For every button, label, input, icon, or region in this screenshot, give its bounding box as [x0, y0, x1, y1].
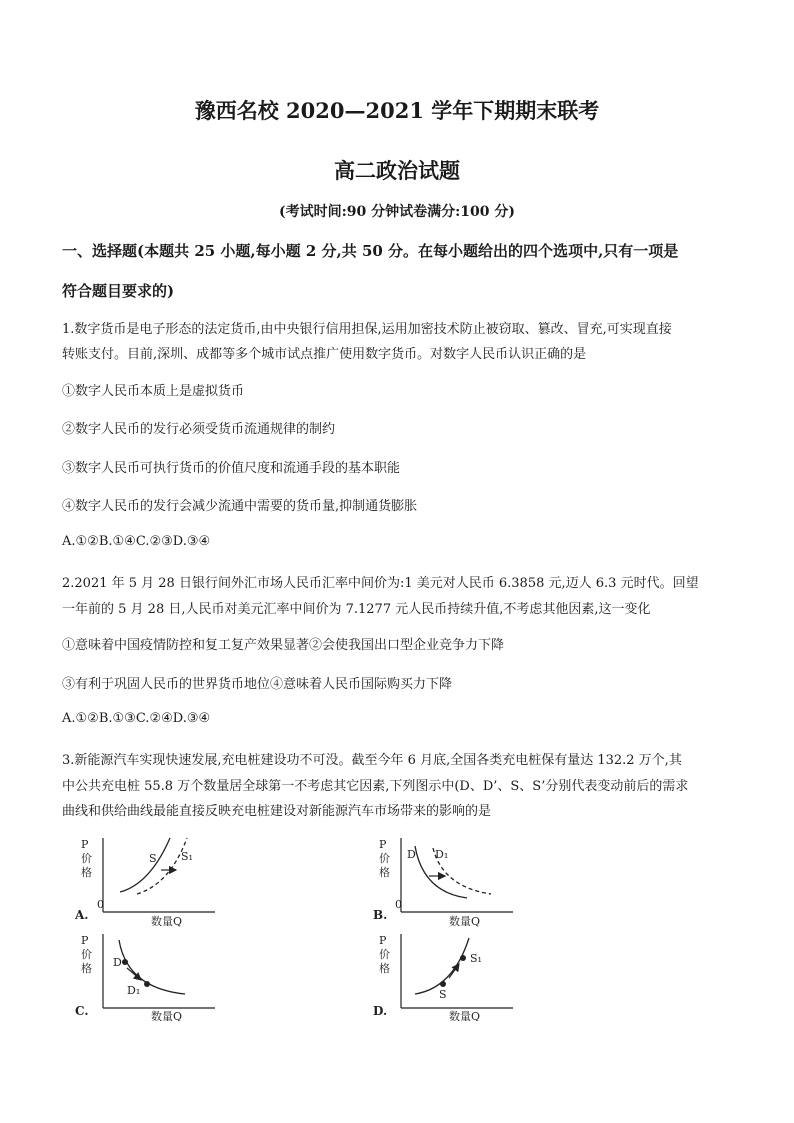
q2-statements-1-2: ①意味着中国疫情防控和复工复产效果显著②会使我国出口型企业竞争力下降: [62, 638, 505, 653]
graph-c-curve2-label: D₁: [127, 984, 141, 997]
graph-c-option: C.: [75, 1004, 89, 1018]
graph-b-curve2-label: D₁: [435, 848, 449, 861]
graph-c-y-label-2: 格: [81, 962, 92, 975]
graph-a-origin: 0: [97, 898, 104, 911]
q1-statement-1: ①数字人民币本质上是虚拟货币: [62, 384, 245, 399]
graph-d-curve1-label: S: [439, 988, 447, 1001]
graph-b-y-label-1: 价: [379, 852, 390, 865]
graph-option-b: [373, 832, 673, 927]
graph-d-curve2-label: S₁: [470, 952, 482, 965]
section-heading-line2: 符合题目要求的): [62, 282, 175, 300]
q1-statement-3: ③数字人民币可执行货币的价值尺度和流通手段的基本职能: [62, 461, 401, 476]
graph-c-y-label-1: 价: [81, 948, 92, 961]
graph-b-y-label-p: P: [379, 838, 387, 851]
graph-a-option: A.: [75, 908, 89, 922]
graph-option-d: [373, 926, 673, 1021]
graph-d-y-label-p: P: [379, 934, 387, 947]
q3-stem-line3: 曲线和供给曲线最能直接反映充电桩建设对新能源汽车市场带来的影响的是: [62, 804, 492, 819]
q1-stem-line1: 1.数字货币是电子形态的法定货币,由中央银行信用担保,运用加密技术防止被窃取、篡改、冒充,可实现直接: [62, 322, 672, 337]
graph-d-y-label-2: 格: [379, 962, 390, 975]
graph-d-option: D.: [373, 1004, 388, 1018]
graph-a-y-label-1: 价: [81, 852, 92, 865]
graph-a-y-label-2: 格: [81, 866, 92, 879]
q1-options: A.①②B.①④C.②③D.③④: [62, 534, 211, 549]
graph-a-curve2-label: S₁: [181, 850, 193, 863]
q2-statements-3-4: ③有利于巩固人民币的世界货币地位④意味着人民币国际购买力下降: [62, 677, 453, 692]
graph-d-x-label: 数量Q: [449, 1010, 481, 1021]
q3-stem-line2: 中公共充电桩 55.8 万个数量居全球第一不考虑其它因素,下列图示中(D、D’、S、S’分别代表变动前后的需求: [62, 779, 689, 794]
graph-option-a: [75, 832, 375, 927]
graph-b-y-label-2: 格: [379, 866, 390, 879]
graph-a-x-label: 数量Q: [151, 915, 183, 927]
graph-b-curve1-label: D: [407, 848, 416, 861]
graph-b-option: B.: [373, 908, 388, 922]
graph-a-curve1-label: S: [149, 852, 157, 865]
q3-stem-line1: 3.新能源汽车实现快速发展,充电桩建设功不可没。截至今年 6 月底,全国各类充电桩保有量达 132.2 万个,其: [62, 753, 682, 768]
q2-options: A.①②B.①③C.②④D.③④: [62, 711, 211, 726]
exam-title: 豫西名校 2020—2021 学年下期期末联考: [194, 98, 600, 123]
q1-stem-line2: 转账支付。目前,深圳、成都等多个城市试点推广使用数字货币。对数字人民币认识正确的是: [62, 347, 587, 362]
graph-a-y-label-p: P: [81, 838, 89, 851]
graph-c-x-label: 数量Q: [151, 1010, 183, 1021]
q1-statement-4: ④数字人民币的发行会减少流通中需要的货币量,抑制通货膨胀: [62, 499, 418, 514]
q1-statement-2: ②数字人民币的发行必须受货币流通规律的制约: [62, 422, 336, 437]
graph-c-curve1-label: D: [113, 956, 122, 969]
graph-option-c: [75, 926, 375, 1021]
graph-b-x-label: 数量Q: [449, 915, 481, 927]
graph-c-y-label-p: P: [81, 934, 89, 947]
q2-stem-line1: 2.2021 年 5 月 28 日银行间外汇市场人民币汇率中间价为:1 美元对人民币 6.3858 元,迈人 6.3 元时代。回望: [62, 576, 699, 591]
q2-stem-line2: 一年前的 5 月 28 日,人民币对美元汇率中间价为 7.1277 元人民币持续升值,不考虑其他因素,这一变化: [62, 602, 651, 617]
section-heading-line1: 一、选择题(本题共 25 小题,每小题 2 分,共 50 分。在每小题给出的四个选项中,只有一项是: [62, 242, 679, 260]
exam-info: (考试时间:90 分钟试卷满分:100 分): [278, 204, 516, 220]
graph-b-origin: 0: [395, 898, 402, 911]
exam-subtitle: 高二政治试题: [334, 158, 460, 183]
graph-d-y-label-1: 价: [379, 948, 390, 961]
